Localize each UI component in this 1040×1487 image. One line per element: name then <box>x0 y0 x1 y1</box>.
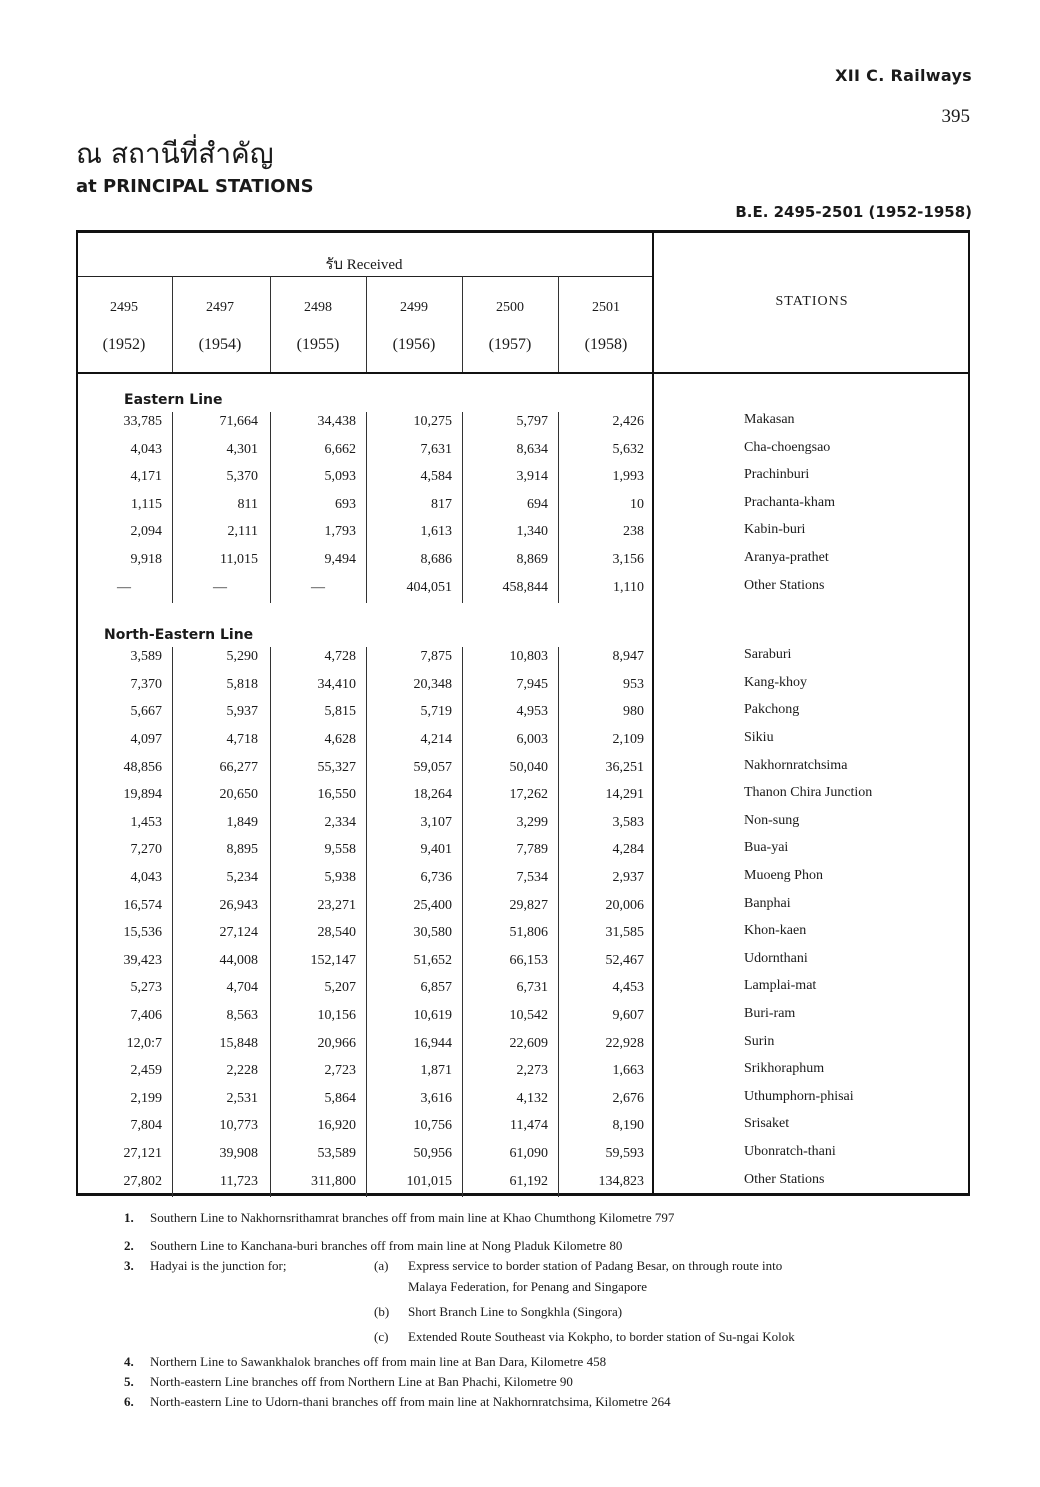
year-be-header: 2501 <box>592 300 620 315</box>
station-name: Non-sung <box>744 812 800 828</box>
column-divider <box>968 230 970 1196</box>
footnote-number: 4. <box>124 1354 134 1369</box>
table-cell: 34,438 <box>317 414 356 429</box>
table-cell: 10,803 <box>509 649 548 665</box>
table-cell: 2,531 <box>226 1090 258 1106</box>
page-number: 395 <box>941 106 970 127</box>
table-cell: 5,667 <box>130 704 162 720</box>
table-cell: 2,094 <box>130 524 162 540</box>
station-name: Pakchong <box>744 702 800 718</box>
station-name: Buri-ram <box>744 1006 796 1021</box>
year-ce-header: (1955) <box>296 336 340 353</box>
table-cell: 2,228 <box>226 1063 258 1079</box>
station-name: Other Stations <box>744 1171 825 1187</box>
table-cell: 8,686 <box>420 552 452 567</box>
table-cell: 27,124 <box>219 925 258 941</box>
table-cell: 7,534 <box>516 870 548 885</box>
table-cell: 8,563 <box>226 1008 258 1023</box>
table-cell: 51,652 <box>413 952 452 968</box>
table-cell: 4,043 <box>130 870 162 885</box>
table-cell: 5,207 <box>324 980 356 996</box>
table-cell: 18,264 <box>413 787 452 803</box>
table-cell: 31,585 <box>605 925 644 941</box>
table-cell: 52,467 <box>605 952 644 968</box>
table-cell: 1,849 <box>226 814 258 830</box>
table-cell: 39,908 <box>219 1146 258 1161</box>
table-cell: 10,156 <box>317 1008 356 1023</box>
table-cell: 6,731 <box>516 980 548 996</box>
table-cell: 1,340 <box>516 524 548 540</box>
table-cell: 8,947 <box>612 649 644 665</box>
year-be-header: 2497 <box>206 300 234 315</box>
station-name: Makasan <box>744 412 795 427</box>
table-cell: 6,003 <box>516 732 548 747</box>
table-cell: 9,607 <box>612 1008 644 1023</box>
table-cell: 5,290 <box>226 649 258 665</box>
group-title: Eastern Line <box>124 392 223 408</box>
table-cell: 11,723 <box>220 1173 258 1189</box>
table-cell: 10 <box>630 496 644 512</box>
footnote <box>124 1394 671 1410</box>
year-be-header: 2500 <box>496 300 524 315</box>
footnote-number: 5. <box>124 1374 134 1389</box>
table-cell: 3,107 <box>420 814 452 830</box>
table-cell: 311,800 <box>311 1173 356 1189</box>
table-cell: 4,171 <box>130 469 162 485</box>
footnote <box>124 1238 622 1254</box>
footnote-text: Hadyai is the junction for; <box>150 1258 287 1273</box>
page-title: at PRINCIPAL STATIONS <box>76 176 314 197</box>
year-ce-header: (1954) <box>198 336 242 353</box>
column-divider <box>558 276 559 372</box>
footnote <box>124 1210 674 1226</box>
table-cell: 7,789 <box>516 842 548 858</box>
table-cell: 51,806 <box>509 925 548 941</box>
station-name: Srisaket <box>744 1116 790 1132</box>
column-divider <box>366 412 367 603</box>
station-name: Muoeng Phon <box>744 868 823 883</box>
table-cell: 694 <box>527 496 548 512</box>
table-cell: 3,583 <box>612 814 644 830</box>
table-cell: 2,459 <box>130 1063 162 1079</box>
table-cell: 8,190 <box>612 1118 644 1134</box>
table-cell: 20,650 <box>219 787 258 803</box>
footnote-sub-mark: (c) <box>374 1329 389 1344</box>
year-ce-header: (1957) <box>488 336 532 353</box>
group-title: North-Eastern Line <box>104 627 254 644</box>
rule-bottom <box>76 1193 970 1196</box>
table-cell: 3,299 <box>516 814 548 830</box>
table-cell: 10,275 <box>413 414 452 429</box>
table-cell: 4,043 <box>130 441 162 457</box>
table-cell: 27,802 <box>123 1173 162 1189</box>
station-name: Srikhoraphum <box>744 1061 825 1077</box>
table-cell: 25,400 <box>413 897 452 913</box>
received-label: รับ Received <box>325 257 403 273</box>
table-cell: 4,214 <box>420 732 452 747</box>
footnote-number: 1. <box>124 1210 134 1225</box>
table-cell: 693 <box>335 496 356 512</box>
table-cell: 2,937 <box>612 870 644 885</box>
table-cell: 10,756 <box>413 1118 452 1134</box>
table-cell: 12,0:7 <box>126 1035 162 1051</box>
year-be-header: 2499 <box>400 300 428 315</box>
table-cell: 7,945 <box>516 676 548 692</box>
column-divider <box>558 412 559 603</box>
column-divider <box>172 276 173 372</box>
station-name: Khon-kaen <box>744 923 807 939</box>
table-cell: 9,918 <box>130 552 162 567</box>
footnote <box>124 1374 573 1390</box>
table-cell: 16,550 <box>317 787 356 803</box>
table-cell: 16,944 <box>413 1035 452 1051</box>
table-cell: 5,937 <box>226 704 258 720</box>
table-cell: 29,827 <box>509 897 548 913</box>
table-cell: 980 <box>623 704 644 720</box>
rule-top <box>76 230 970 233</box>
table-cell: 22,609 <box>509 1035 548 1051</box>
column-divider <box>270 412 271 603</box>
table-cell: 5,864 <box>324 1090 356 1106</box>
table-cell: 17,262 <box>509 787 548 803</box>
table-cell: 5,938 <box>324 870 356 885</box>
footnote <box>124 1258 286 1274</box>
station-name: Prachanta-kham <box>744 494 835 510</box>
table-cell: 66,153 <box>509 952 548 968</box>
footnote-text: North-eastern Line branches off from Northern Line at Ban Phachi, Kilometre 90 <box>150 1374 573 1389</box>
table-cell: 10,619 <box>413 1008 452 1023</box>
table-cell: 30,580 <box>413 925 452 941</box>
table-cell: 7,631 <box>420 441 452 457</box>
rule-received <box>76 276 652 277</box>
table-cell: 3,589 <box>130 649 162 665</box>
footnote-number: 6. <box>124 1394 134 1409</box>
table-cell: 7,370 <box>130 676 162 692</box>
table-cell: 55,327 <box>317 759 356 775</box>
table-cell: 20,006 <box>605 897 644 913</box>
table-cell: 26,943 <box>219 897 258 913</box>
table-cell: — <box>117 579 131 595</box>
table-cell: 44,008 <box>219 952 258 968</box>
table-cell: 14,291 <box>605 787 644 803</box>
station-name: Saraburi <box>744 647 792 663</box>
rule-header-bottom <box>76 372 970 374</box>
table-cell: 5,093 <box>324 469 356 485</box>
footnote-sub-mark: (b) <box>374 1304 390 1319</box>
table-cell: 19,894 <box>123 787 162 803</box>
station-name: Kabin-buri <box>744 522 806 538</box>
table-cell: 22,928 <box>605 1035 644 1051</box>
table-cell: 27,121 <box>123 1146 162 1161</box>
table-cell: 5,818 <box>226 676 258 692</box>
table-cell: 7,804 <box>130 1118 162 1134</box>
footnote-number: 2. <box>124 1238 134 1253</box>
table-cell: 4,453 <box>612 980 644 996</box>
table-cell: 59,593 <box>605 1146 644 1161</box>
table-cell: 9,494 <box>324 552 356 567</box>
footnote-sub-text: Express service to border station of Padang Besar, on through route into <box>408 1258 783 1273</box>
table-cell: 1,663 <box>612 1063 644 1079</box>
table-cell: 34,410 <box>317 676 356 692</box>
table-cell: 53,589 <box>317 1146 356 1161</box>
table-cell: 953 <box>623 676 644 692</box>
table-cell: 5,632 <box>612 441 644 457</box>
table-cell: 5,815 <box>324 704 356 720</box>
station-name: Banphai <box>744 895 791 911</box>
table-cell: 2,111 <box>227 524 258 540</box>
table-cell: 8,634 <box>516 441 548 457</box>
table-cell: 152,147 <box>310 952 356 968</box>
year-be-header: 2498 <box>304 300 332 315</box>
year-ce-header: (1956) <box>392 336 436 353</box>
station-name: Nakhornratchsima <box>744 757 848 773</box>
table-cell: 1,871 <box>420 1063 452 1079</box>
year-ce-header: (1952) <box>102 336 146 353</box>
table-cell: 134,823 <box>598 1173 644 1189</box>
footnote-sub-item <box>374 1258 782 1274</box>
table-cell: 2,199 <box>130 1090 162 1106</box>
footnote-sub-text: Extended Route Southeast via Kokpho, to border station of Su-ngai Kolok <box>408 1329 795 1344</box>
table-cell: 4,953 <box>516 704 548 720</box>
footnote-sub-continuation: Malaya Federation, for Penang and Singapore <box>408 1279 647 1294</box>
station-name: Sikiu <box>744 730 774 745</box>
table-cell: 6,736 <box>420 870 452 885</box>
station-name: Kang-khoy <box>744 674 807 690</box>
table-cell: 23,271 <box>317 897 356 913</box>
table-cell: 101,015 <box>406 1173 452 1189</box>
table-cell: 8,869 <box>516 552 548 567</box>
column-divider <box>462 412 463 603</box>
table-cell: 4,718 <box>226 732 258 747</box>
table-cell: 61,090 <box>509 1146 548 1161</box>
table-cell: 2,109 <box>612 732 644 747</box>
station-name: Bua-yai <box>744 840 789 856</box>
table-cell: 59,057 <box>413 759 452 775</box>
table-cell: 2,676 <box>612 1090 644 1106</box>
table-cell: 238 <box>623 524 644 540</box>
footnote-text: Northern Line to Sawankhalok branches off from main line at Ban Dara, Kilometre 458 <box>150 1354 607 1369</box>
table-cell: 4,728 <box>324 649 356 665</box>
period-label: B.E. 2495-2501 (1952-1958) <box>735 203 972 221</box>
table-cell: 10,773 <box>219 1118 258 1134</box>
table-cell: 1,993 <box>612 469 644 485</box>
table-cell: 61,192 <box>509 1173 548 1189</box>
table-cell: 5,234 <box>226 870 258 885</box>
column-divider <box>366 647 367 1197</box>
table-cell: 48,856 <box>123 759 162 775</box>
column-divider <box>76 230 78 1196</box>
table-cell: 9,558 <box>324 842 356 858</box>
table-cell: 16,574 <box>123 897 162 913</box>
footnote-text: Southern Line to Kanchana-buri branches off from main line at Nong Pladuk Kilometre 80 <box>150 1238 623 1253</box>
table-cell: 15,536 <box>123 925 162 941</box>
table-cell: 8,895 <box>226 842 258 858</box>
footnote <box>124 1354 606 1370</box>
footnote-number: 3. <box>124 1258 134 1273</box>
year-be-header: 2495 <box>110 300 138 315</box>
table-cell: 2,334 <box>324 814 356 830</box>
footnote-sub-mark: (a) <box>374 1258 389 1273</box>
section-label: XII C. Railways <box>835 66 972 85</box>
table-cell: 15,848 <box>219 1035 258 1051</box>
column-divider <box>462 276 463 372</box>
table-cell: 1,453 <box>130 814 162 830</box>
table-cell: 11,015 <box>220 552 258 567</box>
table-cell: 1,110 <box>613 579 644 595</box>
column-divider <box>558 647 559 1197</box>
table-cell: 7,270 <box>130 842 162 858</box>
table-cell: 9,401 <box>420 842 452 858</box>
table-cell: 1,793 <box>324 524 356 540</box>
table-cell: 2,723 <box>324 1063 356 1079</box>
station-name: Prachinburi <box>744 467 810 483</box>
table-cell: 6,857 <box>420 980 452 996</box>
station-name: Lamplai-mat <box>744 978 817 994</box>
table-cell: 28,540 <box>317 925 356 941</box>
station-name: Thanon Chira Junction <box>744 785 873 801</box>
stations-header: STATIONS <box>775 294 849 309</box>
table-cell: 4,584 <box>420 469 452 485</box>
table-cell: 4,284 <box>612 842 644 858</box>
column-divider <box>172 412 173 603</box>
table-cell: 7,406 <box>130 1008 162 1023</box>
column-divider <box>366 276 367 372</box>
station-name: Ubonratch-thani <box>744 1144 836 1159</box>
table-cell: 6,662 <box>324 441 356 457</box>
table-cell: 4,132 <box>516 1090 548 1106</box>
table-cell: 71,664 <box>219 414 258 429</box>
table-cell: 50,040 <box>509 759 548 775</box>
table-cell: 404,051 <box>406 579 452 595</box>
column-divider <box>652 230 654 1196</box>
table-cell: 1,613 <box>420 524 452 540</box>
table-cell: 5,719 <box>420 704 452 720</box>
table-cell: 33,785 <box>123 414 162 429</box>
table-cell: 3,156 <box>612 552 644 567</box>
table-cell: 66,277 <box>219 759 258 775</box>
station-name: Cha-choengsao <box>744 439 831 455</box>
station-name: Udornthani <box>744 950 808 966</box>
table-cell: 4,704 <box>226 980 258 996</box>
table-cell: 1,115 <box>131 496 162 512</box>
footnote-sub-item <box>374 1329 795 1345</box>
table-cell: 4,301 <box>226 441 258 457</box>
footnote-sub-item <box>374 1304 622 1320</box>
table-cell: 39,423 <box>123 952 162 968</box>
table-cell: 817 <box>431 496 452 512</box>
table-cell: 4,097 <box>130 732 162 747</box>
footnote-sub-text: Short Branch Line to Songkhla (Singora) <box>408 1304 623 1319</box>
table-cell: 5,273 <box>130 980 162 996</box>
title-thai: ณ สถานีที่สำคัญ <box>76 137 274 170</box>
table-cell: 4,628 <box>324 732 356 747</box>
table-cell: — <box>311 579 325 595</box>
table-cell: 20,966 <box>317 1035 356 1051</box>
table-cell: 5,370 <box>226 469 258 485</box>
table-cell: 16,920 <box>317 1118 356 1134</box>
table-cell: 7,875 <box>420 649 452 665</box>
table-cell: 3,616 <box>420 1090 452 1106</box>
data-table <box>76 230 970 1196</box>
table-cell: 20,348 <box>413 676 452 692</box>
table-cell: — <box>213 579 227 595</box>
column-divider <box>270 276 271 372</box>
column-divider <box>270 647 271 1197</box>
table-cell: 50,956 <box>413 1146 452 1161</box>
table-cell: 5,797 <box>516 414 548 429</box>
station-name: Aranya-prathet <box>744 550 829 565</box>
table-cell: 811 <box>237 496 258 512</box>
footnote-text: Southern Line to Nakhornsrithamrat branches off from main line at Khao Chumthong Kilometre 797 <box>150 1210 675 1225</box>
station-name: Uthumphorn-phisai <box>744 1088 854 1104</box>
table-cell: 3,914 <box>516 469 548 485</box>
table-cell: 10,542 <box>509 1008 548 1023</box>
footnote-text: North-eastern Line to Udorn-thani branches off from main line at Nakhornratchsima, Kilometre 264 <box>150 1394 671 1409</box>
table-cell: 11,474 <box>510 1118 548 1134</box>
station-name: Surin <box>744 1033 775 1049</box>
table-cell: 458,844 <box>502 579 548 595</box>
table-cell: 2,273 <box>516 1063 548 1079</box>
column-divider <box>462 647 463 1197</box>
year-ce-header: (1958) <box>584 336 628 353</box>
table-cell: 36,251 <box>605 759 644 775</box>
column-divider <box>172 647 173 1197</box>
table-cell: 2,426 <box>612 414 644 429</box>
station-name: Other Stations <box>744 577 825 593</box>
